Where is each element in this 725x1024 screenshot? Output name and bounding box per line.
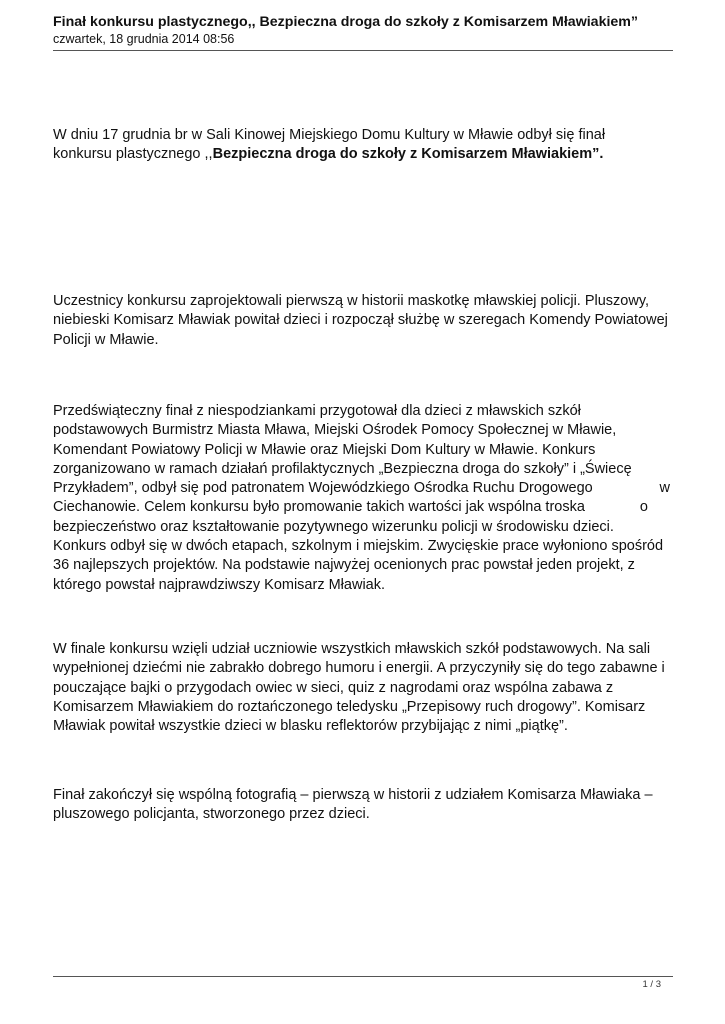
paragraph-4	[53, 640, 673, 736]
text-line: wypełnionej dziećmi nie zabrakło dobrego humoru i energii. A przyczyniły się do tego zabawne i	[53, 660, 665, 677]
text-line: Finał zakończył się wspólną fotografią – pierwszą w historii z udziałem Komisarza Mławiaka –	[53, 787, 653, 803]
text-run: konkursu plastycznego ,,	[53, 146, 213, 163]
text-line: zorganizowano w ramach działań profilaktycznych „Bezpieczna droga do szkoły” i „Świecę	[53, 460, 632, 477]
paragraph-3	[53, 402, 673, 595]
text-line: Policji w Mławie.	[53, 331, 159, 348]
paragraph-5	[53, 786, 673, 825]
page-header	[53, 14, 672, 47]
text-run: Przykładem”, odbył się pod patronatem Wojewódzkiego Ośrodka Ruchu Drogowego	[53, 480, 593, 497]
text-run: o	[639, 499, 648, 516]
text-line: Komendant Powiatowy Policji w Mławie oraz Miejski Dom Kultury w Mławie. Konkurs	[53, 441, 596, 458]
footer-divider	[53, 976, 673, 977]
text-run: w	[659, 480, 670, 497]
paragraph-1	[53, 126, 673, 165]
contest-name-bold: Bezpieczna droga do szkoły z Komisarzem Mławiakiem”.	[212, 146, 604, 163]
text-line: niebieski Komisarz Mławiak powitał dzieci i rozpoczął służbę w szeregach Komendy Powiatowej	[53, 312, 668, 329]
page-number: 1 / 3	[642, 979, 661, 990]
text-line: Uczestnicy konkursu zaprojektowali pierwszą w historii maskotkę mławskiej policji. Pluszowy,	[53, 293, 650, 309]
text-line: 36 najlepszych projektów. Na podstawie najwyżej ocenionych prac powstał jeden projekt, z	[53, 557, 635, 574]
text-line: podstawowych Burmistrz Miasta Mława, Miejski Ośrodek Pomocy Społecznej w Mławie,	[53, 422, 617, 439]
text-line: którego powstał najprawdziwszy Komisarz Mławiak.	[53, 576, 386, 593]
text-line: pluszowego policjanta, stworzonego przez dzieci.	[53, 806, 370, 823]
text-line	[53, 145, 673, 164]
text-line: W dniu 17 grudnia br w Sali Kinowej Miejskiego Domu Kultury w Mławie odbył się finał	[53, 127, 606, 143]
article-title: Finał konkursu plastycznego,, Bezpieczna droga do szkoły z Komisarzem Mławiakiem”	[53, 14, 638, 30]
text-line: Konkurs odbył się w dwóch etapach, szkolnym i miejskim. Zwycięskie prace wyłoniono spośród	[53, 538, 664, 555]
text-run: Ciechanowie. Celem konkursu było promowanie takich wartości jak wspólna troska	[53, 499, 585, 516]
text-line: Komisarzem Mławiakiem do roztańczonego teledysku „Przepisowy ruch drogowy”. Komisarz	[53, 698, 646, 715]
text-line	[53, 498, 670, 517]
text-line: W finale konkursu wzięli udział uczniowie wszystkich mławskich szkół podstawowych. Na sali	[53, 641, 651, 657]
text-line: Mławiak powitał wszystkie dzieci w blasku reflektorów przybijając z nimi „piątkę”.	[53, 718, 568, 735]
text-line	[53, 479, 670, 498]
text-line: pouczające bajki o przygodach owiec w sieci, quiz z nagrodami oraz wspólna zabawa z	[53, 679, 614, 696]
publish-date: czwartek, 18 grudnia 2014 08:56	[53, 32, 235, 46]
paragraph-2	[53, 292, 673, 350]
header-divider	[53, 50, 673, 51]
text-line: bezpieczeństwo oraz kształtowanie pozytywnego wizerunku policji w środowisku dzieci.	[53, 518, 614, 535]
text-line: Przedświąteczny finał z niespodziankami przygotował dla dzieci z mławskich szkół	[53, 403, 581, 419]
